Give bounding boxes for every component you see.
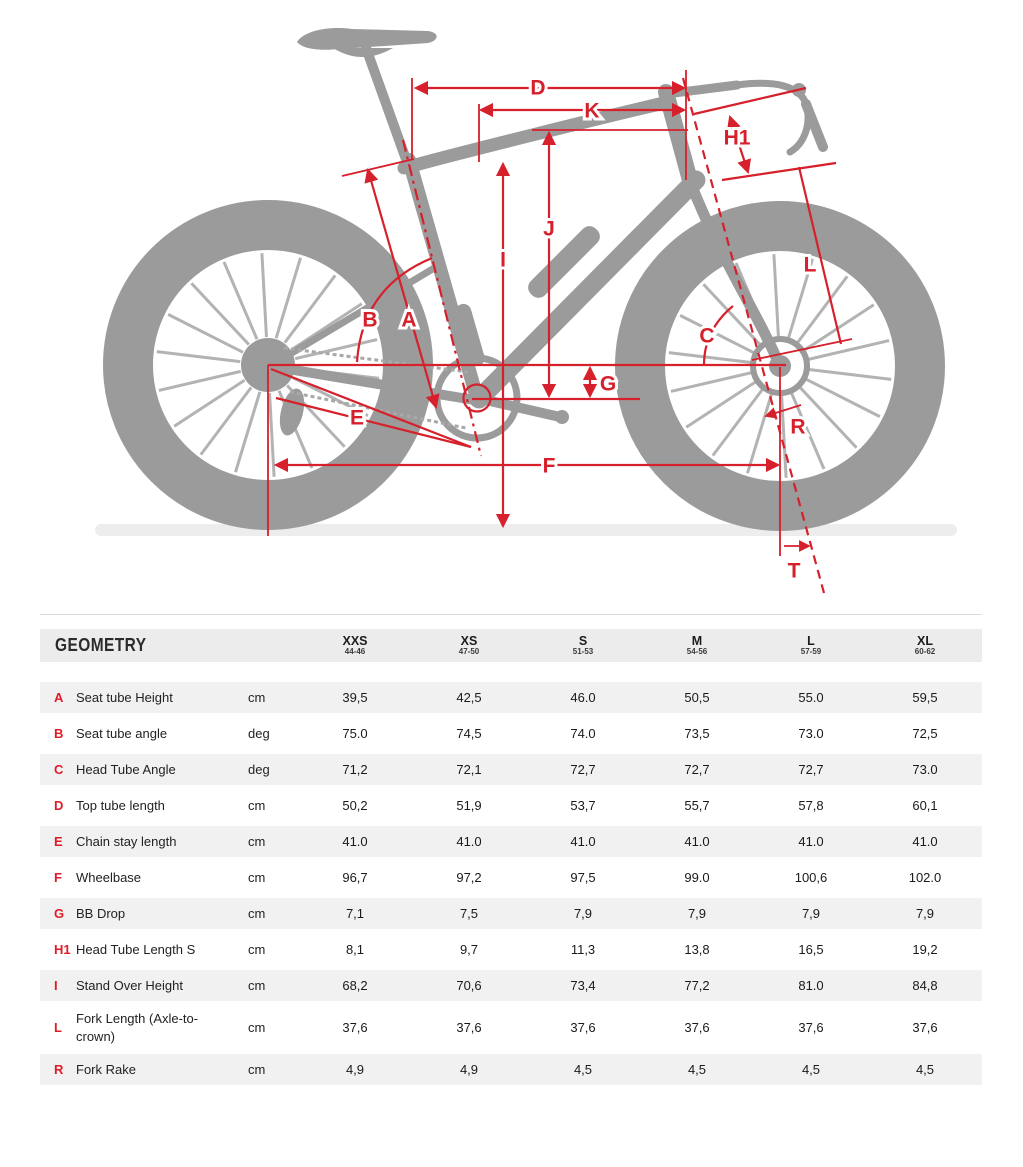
cell-value: 37,6 bbox=[456, 1020, 482, 1036]
dim-label-F: F bbox=[542, 454, 556, 478]
spoke bbox=[291, 304, 361, 350]
spoke bbox=[808, 369, 891, 379]
cell-value: 37,6 bbox=[342, 1020, 368, 1036]
table-row bbox=[40, 1006, 982, 1049]
spoke bbox=[686, 381, 756, 427]
spoke bbox=[159, 371, 241, 390]
dim-label-D: D bbox=[530, 76, 546, 100]
spoke bbox=[262, 253, 267, 337]
row-name: Chain stay length bbox=[76, 833, 177, 849]
col-header-l: L 57-59 bbox=[800, 633, 822, 656]
cell-value: 77,2 bbox=[684, 978, 710, 993]
spoke bbox=[157, 352, 240, 362]
cell-value: 37,6 bbox=[798, 1020, 824, 1036]
row-key: C bbox=[54, 762, 64, 777]
spoke bbox=[782, 394, 787, 478]
cell-value: 7,5 bbox=[459, 906, 479, 921]
dim-label-I: I bbox=[500, 248, 506, 272]
cell-value: 73,4 bbox=[570, 978, 596, 993]
cell-value: 13,8 bbox=[684, 942, 710, 957]
table-row bbox=[40, 754, 982, 785]
spoke bbox=[669, 353, 752, 363]
cell-value: 57,8 bbox=[798, 798, 824, 813]
table-row bbox=[40, 682, 982, 713]
spoke bbox=[174, 380, 244, 426]
row-name: BB Drop bbox=[76, 905, 126, 921]
cell-value: 4,9 bbox=[459, 1062, 479, 1078]
cell-value: 68,2 bbox=[342, 978, 368, 993]
cell-value: 7,1 bbox=[345, 906, 365, 921]
table-title: GEOMETRY bbox=[55, 635, 147, 655]
dim-label-E: E bbox=[349, 406, 365, 430]
cell-value: 19,2 bbox=[912, 942, 938, 957]
row-name: Top tube length bbox=[76, 797, 165, 813]
ground-shadow bbox=[95, 524, 957, 536]
row-key: I bbox=[54, 978, 58, 993]
row-name: Head Tube Angle bbox=[76, 761, 176, 777]
row-unit: cm bbox=[248, 834, 266, 849]
cell-value: 4,5 bbox=[687, 1062, 707, 1078]
cell-value: 72,7 bbox=[798, 762, 824, 777]
row-key: G bbox=[54, 906, 65, 921]
cell-value: 37,6 bbox=[570, 1020, 596, 1036]
table-row bbox=[40, 718, 982, 749]
saddle bbox=[297, 28, 437, 50]
table-row bbox=[40, 1054, 982, 1085]
row-key: H1 bbox=[54, 942, 71, 957]
row-key: E bbox=[54, 834, 63, 849]
cell-value: 7,9 bbox=[573, 906, 593, 921]
row-unit: cm bbox=[248, 690, 266, 705]
cell-value: 74,5 bbox=[456, 726, 482, 741]
cell-value: 50,5 bbox=[684, 690, 710, 705]
table-row bbox=[40, 862, 982, 893]
col-header-s: S 51-53 bbox=[572, 633, 594, 656]
cell-value: 72,7 bbox=[684, 762, 710, 777]
dim-label-C: C bbox=[699, 324, 715, 348]
cell-value: 100,6 bbox=[794, 870, 828, 885]
cell-value: 9,7 bbox=[459, 942, 479, 957]
cell-value: 53,7 bbox=[570, 798, 596, 813]
cell-value: 55.0 bbox=[798, 690, 824, 705]
cell-value: 37,6 bbox=[912, 1020, 938, 1036]
cell-value: 84,8 bbox=[912, 978, 938, 993]
cell-value: 7,9 bbox=[915, 906, 935, 921]
cell-value: 41.0 bbox=[798, 834, 824, 849]
spoke bbox=[671, 372, 753, 391]
cell-value: 73.0 bbox=[798, 726, 824, 741]
table-row bbox=[40, 790, 982, 821]
spoke bbox=[805, 379, 880, 417]
dim-label-G: G bbox=[599, 372, 617, 396]
cell-value: 51,9 bbox=[456, 798, 482, 813]
cell-value: 96,7 bbox=[342, 870, 368, 885]
cell-value: 72,7 bbox=[570, 762, 596, 777]
col-header-xs: XS 47-50 bbox=[458, 633, 480, 656]
cell-value: 97,5 bbox=[570, 870, 596, 885]
row-name: Seat tube Height bbox=[76, 689, 173, 705]
row-unit: cm bbox=[248, 1062, 266, 1078]
cell-value: 50,2 bbox=[342, 798, 368, 813]
table-row bbox=[40, 970, 982, 1001]
cell-value: 59,5 bbox=[912, 690, 938, 705]
cell-value: 37,6 bbox=[684, 1020, 710, 1036]
row-unit: cm bbox=[248, 1020, 266, 1036]
headtube-bottom-tick bbox=[722, 163, 836, 180]
cell-value: 11,3 bbox=[570, 942, 596, 957]
col-header-m: M 54-56 bbox=[686, 633, 708, 656]
cell-value: 60,1 bbox=[912, 798, 938, 813]
cell-value: 72,5 bbox=[912, 726, 938, 741]
cell-value: 46.0 bbox=[570, 690, 596, 705]
table-row bbox=[40, 898, 982, 929]
cell-value: 75.0 bbox=[342, 726, 368, 741]
row-name: Fork Rake bbox=[76, 1061, 136, 1077]
table-row bbox=[40, 826, 982, 857]
cell-value: 72,1 bbox=[456, 762, 482, 777]
cell-value: 16,5 bbox=[798, 942, 824, 957]
cell-value: 81.0 bbox=[798, 978, 824, 993]
spoke bbox=[168, 314, 243, 352]
cell-value: 42,5 bbox=[456, 690, 482, 705]
row-unit: cm bbox=[248, 942, 266, 957]
geometry-table bbox=[40, 614, 982, 1085]
dim-label-J: J bbox=[543, 217, 555, 241]
cell-value: 41.0 bbox=[570, 834, 596, 849]
spoke bbox=[774, 254, 779, 338]
cell-value: 73,5 bbox=[684, 726, 710, 741]
cell-value: 41.0 bbox=[342, 834, 368, 849]
cell-value: 4,9 bbox=[345, 1062, 365, 1078]
head-tube bbox=[666, 92, 691, 184]
spoke bbox=[807, 341, 889, 360]
spoke bbox=[224, 262, 257, 339]
spoke bbox=[270, 393, 275, 477]
row-name: Wheelbase bbox=[76, 869, 142, 885]
row-unit: cm bbox=[248, 798, 266, 813]
row-name: Seat tube angle bbox=[76, 725, 168, 741]
pedal bbox=[555, 410, 569, 424]
spoke bbox=[803, 305, 873, 351]
dim-label-L: L bbox=[803, 253, 817, 277]
row-name: Head Tube Length S bbox=[76, 941, 196, 957]
row-unit: deg bbox=[248, 726, 270, 741]
stem bbox=[666, 85, 737, 94]
row-unit: cm bbox=[248, 906, 266, 921]
row-unit: deg bbox=[248, 762, 270, 777]
cell-value: 4,5 bbox=[573, 1062, 593, 1078]
table-row bbox=[40, 934, 982, 965]
row-unit: cm bbox=[248, 870, 266, 885]
row-key: B bbox=[54, 726, 64, 741]
row-key: L bbox=[54, 1020, 62, 1036]
dim-label-K: K bbox=[584, 99, 600, 123]
cell-value: 41.0 bbox=[684, 834, 710, 849]
cell-value: 71,2 bbox=[342, 762, 368, 777]
dim-label-B: B bbox=[362, 308, 378, 332]
row-key: D bbox=[54, 798, 64, 813]
cell-value: 99.0 bbox=[684, 870, 710, 885]
cell-value: 7,9 bbox=[687, 906, 707, 921]
row-key: R bbox=[54, 1062, 64, 1078]
cell-value: 39,5 bbox=[342, 690, 368, 705]
table-body bbox=[40, 682, 982, 1085]
dim-label-A: A bbox=[401, 308, 417, 332]
cell-value: 4,5 bbox=[915, 1062, 935, 1078]
row-unit: cm bbox=[248, 978, 266, 993]
cell-value: 73.0 bbox=[912, 762, 938, 777]
col-header-xxs: XXS 44-46 bbox=[342, 633, 368, 656]
cell-value: 41.0 bbox=[456, 834, 482, 849]
row-name: Fork Length (Axle-to-crown) bbox=[76, 1011, 199, 1044]
dim-label-H1: H1 bbox=[723, 126, 751, 150]
cell-value: 102.0 bbox=[908, 870, 942, 885]
spoke bbox=[191, 283, 248, 344]
cell-value: 55,7 bbox=[684, 798, 710, 813]
row-key: F bbox=[54, 870, 62, 885]
seatpost bbox=[366, 48, 407, 162]
table-header bbox=[40, 629, 982, 662]
saddle-rails bbox=[333, 48, 393, 57]
dim-label-R: R bbox=[790, 415, 806, 439]
row-key: A bbox=[54, 690, 64, 705]
cell-value: 41.0 bbox=[912, 834, 938, 849]
cell-value: 74.0 bbox=[570, 726, 596, 741]
cell-value: 70,6 bbox=[456, 978, 482, 993]
cell-value: 8,1 bbox=[345, 942, 365, 957]
cell-value: 4,5 bbox=[801, 1062, 821, 1078]
dim-label-T: T bbox=[787, 559, 801, 583]
cell-value: 97,2 bbox=[456, 870, 482, 885]
row-name: Stand Over Height bbox=[76, 977, 183, 993]
col-header-xl: XL 60-62 bbox=[914, 633, 936, 656]
spoke bbox=[799, 386, 856, 447]
top-tube bbox=[404, 99, 668, 168]
cell-value: 7,9 bbox=[801, 906, 821, 921]
